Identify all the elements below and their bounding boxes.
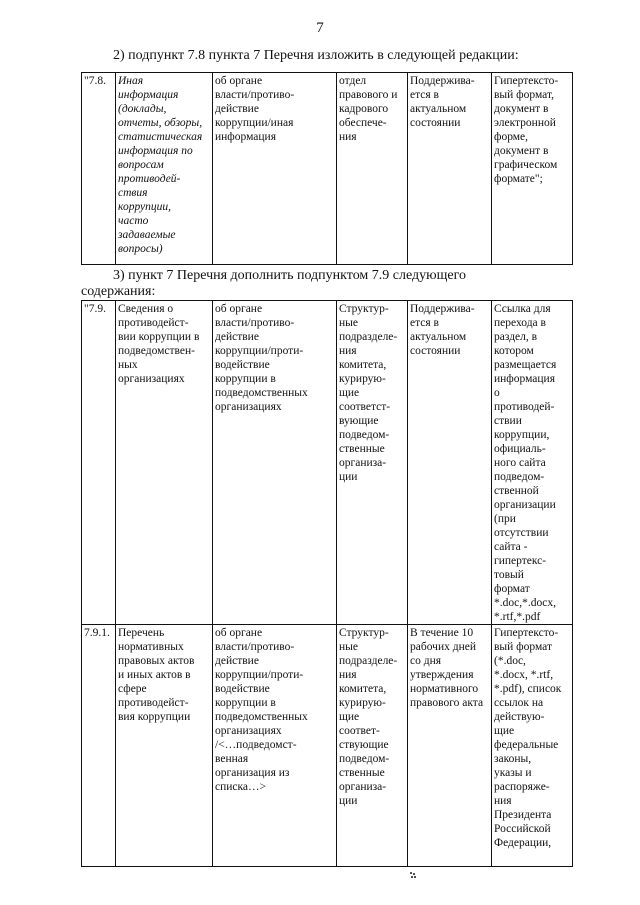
cell-period: Поддержива- ется в актуальном состоянии xyxy=(408,73,492,265)
paragraph-2: 2) подпункт 7.8 пункта 7 Перечня изложить в следующей редакции: xyxy=(113,48,519,63)
cell-name: Сведения о противодейст- вии коррупции в подведомствен- ных организациях xyxy=(116,301,213,625)
table-row xyxy=(82,625,573,867)
table-row xyxy=(82,301,573,625)
cell-period: Поддержива- ется в актуальном состоянии xyxy=(408,301,492,625)
paragraph-3-line-1: 3) пункт 7 Перечня дополнить подпунктом 7.9 следующего xyxy=(113,268,466,283)
cell-section: об органе власти/противо- действие коррупции/иная информация xyxy=(213,73,337,265)
cell-number: 7.9.1. xyxy=(82,625,116,867)
cell-name: Перечень нормативных правовых актов и иных актов в сфере противодейст- вия коррупции xyxy=(116,625,213,867)
table-7-9 xyxy=(81,300,573,867)
cell-responsible: отдел правового и кадрового обеспече- ния xyxy=(337,73,408,265)
cell-name: Иная информация (доклады, отчеты, обзоры, статистическая информация по вопросам противодей- ствия коррупции, часто задаваемые вопросы) xyxy=(116,73,213,265)
cell-number: "7.9. xyxy=(82,301,116,625)
paragraph-3-line-2: содержания: xyxy=(81,284,156,299)
cell-format: Гипертексто- вый формат, документ в электронной форме, документ в графическом формате"; xyxy=(492,73,573,265)
table-7-8 xyxy=(81,72,573,265)
cell-number: "7.8. xyxy=(82,73,116,265)
page-number: 7 xyxy=(316,20,324,36)
cell-period: В течение 10 рабочих дней со дня утверждения нормативного правового акта xyxy=(408,625,492,867)
cell-section: об органе власти/противо- действие коррупции/проти- водействие коррупции в подведомственных организациях xyxy=(213,301,337,625)
cell-format: Ссылка для перехода в раздел, в котором размещается информация о противодей- ствии коррупции, официаль- ного сайта подведом- ственной организации (при отсутствии сайта - гипертекс- товый формат *.doc,*.docx, *.rtf,*.pdf xyxy=(492,301,573,625)
cell-responsible: Структур- ные подразделе- ния комитета, курирую- щие соответст- вующие подведом- ственные организа- ции xyxy=(337,301,408,625)
cell-responsible: Структур- ные подразделе- ния комитета, курирую- щие соответ- ствующие подведом- ственные организа- ции xyxy=(337,625,408,867)
cell-section: об органе власти/противо- действие коррупции/проти- водействие коррупции в подведомственных организациях /<…подведомст- венная организация из списка…> xyxy=(213,625,337,867)
cell-format: Гипертексто- вый формат (*.doc, *.docx, *.rtf, *.pdf), список ссылок на действую- щие федеральные законы, указы и распоряже- ния Президента Российской Федерации, xyxy=(492,625,573,867)
table-row xyxy=(82,73,573,265)
scan-dots xyxy=(410,872,416,878)
